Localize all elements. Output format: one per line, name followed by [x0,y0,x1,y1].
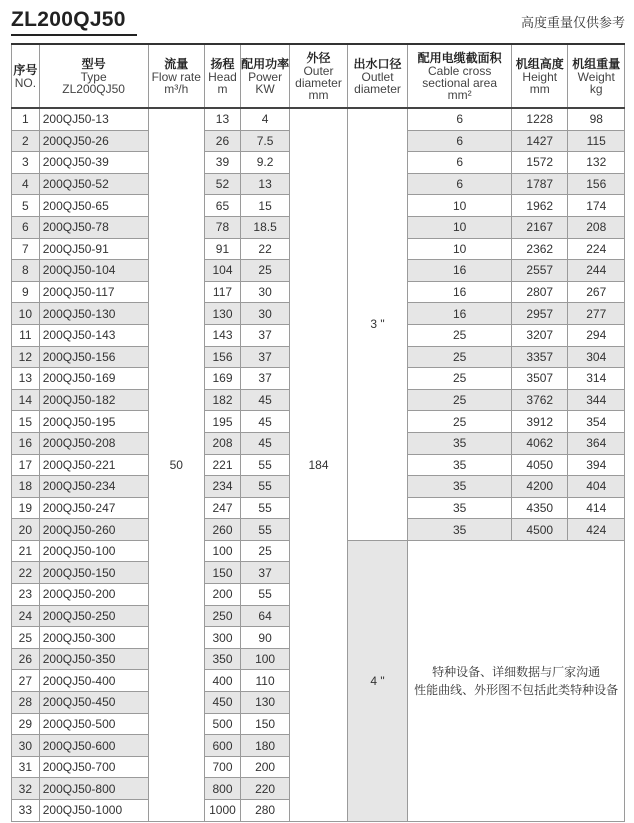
power-cell: 30 [240,281,289,303]
height-cell: 3912 [512,411,568,433]
height-cell: 2167 [512,216,568,238]
cable-cell: 6 [408,108,512,130]
head-cell: 600 [205,735,241,757]
cable-cell: 35 [408,497,512,519]
row-number: 24 [12,605,40,627]
row-number: 20 [12,519,40,541]
row-number: 29 [12,713,40,735]
head-cell: 78 [205,216,241,238]
head-cell: 260 [205,519,241,541]
row-number: 14 [12,389,40,411]
row-number: 8 [12,260,40,282]
power-cell: 37 [240,346,289,368]
model-cell: 200QJ50-150 [39,562,148,584]
head-cell: 247 [205,497,241,519]
header-cable: 配用电缆截面积 Cable cross sectional area mm² [408,44,512,108]
row-number: 18 [12,476,40,498]
power-cell: 9.2 [240,152,289,174]
power-cell: 37 [240,368,289,390]
power-cell: 110 [240,670,289,692]
weight-cell: 424 [568,519,625,541]
special-equipment-remark [408,540,625,821]
cable-cell: 16 [408,303,512,325]
head-cell: 500 [205,713,241,735]
header-height: 机组高度 Height mm [512,44,568,108]
power-cell: 280 [240,800,289,822]
row-number: 28 [12,692,40,714]
row-number: 6 [12,216,40,238]
weight-cell: 132 [568,152,625,174]
height-cell: 3762 [512,389,568,411]
power-cell: 55 [240,454,289,476]
cable-cell: 35 [408,476,512,498]
model-cell: 200QJ50-156 [39,346,148,368]
weight-cell: 277 [568,303,625,325]
reference-note: 高度重量仅供参考 [520,15,625,30]
head-cell: 221 [205,454,241,476]
height-cell: 4200 [512,476,568,498]
power-cell: 25 [240,260,289,282]
head-cell: 182 [205,389,241,411]
model-cell: 200QJ50-39 [39,152,148,174]
model-cell: 200QJ50-221 [39,454,148,476]
model-cell: 200QJ50-117 [39,281,148,303]
model-cell: 200QJ50-600 [39,735,148,757]
model-cell: 200QJ50-195 [39,411,148,433]
model-cell: 200QJ50-65 [39,195,148,217]
power-cell: 13 [240,173,289,195]
row-number: 16 [12,432,40,454]
height-cell: 2557 [512,260,568,282]
weight-cell: 294 [568,324,625,346]
power-cell: 55 [240,497,289,519]
head-cell: 91 [205,238,241,260]
power-cell: 37 [240,324,289,346]
weight-cell: 414 [568,497,625,519]
row-number: 13 [12,368,40,390]
power-cell: 45 [240,411,289,433]
remark-line: 特种设备、详细数据与厂家沟通 [432,664,601,679]
header-head: 扬程 Head m [205,44,241,108]
power-cell: 15 [240,195,289,217]
weight-cell: 244 [568,260,625,282]
height-cell: 4500 [512,519,568,541]
height-cell: 3207 [512,324,568,346]
model-cell: 200QJ50-300 [39,627,148,649]
power-cell: 220 [240,778,289,800]
weight-cell: 267 [568,281,625,303]
power-cell: 200 [240,756,289,778]
model-cell: 200QJ50-208 [39,432,148,454]
model-cell: 200QJ50-78 [39,216,148,238]
cable-cell: 25 [408,346,512,368]
height-cell: 2957 [512,303,568,325]
weight-cell: 174 [568,195,625,217]
header-row [12,44,625,108]
head-cell: 195 [205,411,241,433]
height-cell: 3357 [512,346,568,368]
weight-cell: 314 [568,368,625,390]
cable-cell: 10 [408,238,512,260]
head-cell: 39 [205,152,241,174]
row-number: 2 [12,130,40,152]
cable-cell: 16 [408,281,512,303]
head-cell: 800 [205,778,241,800]
power-cell: 7.5 [240,130,289,152]
model-cell: 200QJ50-26 [39,130,148,152]
head-cell: 700 [205,756,241,778]
model-cell: 200QJ50-100 [39,540,148,562]
row-number: 32 [12,778,40,800]
power-cell: 30 [240,303,289,325]
outer-diameter-cell: 184 [290,108,348,821]
cable-cell: 16 [408,260,512,282]
power-cell: 22 [240,238,289,260]
spec-table [11,43,625,822]
model-cell: 200QJ50-234 [39,476,148,498]
model-cell: 200QJ50-260 [39,519,148,541]
head-cell: 450 [205,692,241,714]
header-flow: 流量 Flow rate m³/h [148,44,204,108]
cable-cell: 6 [408,152,512,174]
height-cell: 1572 [512,152,568,174]
height-cell: 4350 [512,497,568,519]
table-row [12,108,625,130]
power-cell: 18.5 [240,216,289,238]
power-cell: 90 [240,627,289,649]
head-cell: 400 [205,670,241,692]
height-cell: 4062 [512,432,568,454]
cable-cell: 6 [408,130,512,152]
cable-cell: 25 [408,411,512,433]
row-number: 22 [12,562,40,584]
header-type: 型号 Type ZL200QJ50 [39,44,148,108]
weight-cell: 224 [568,238,625,260]
row-number: 10 [12,303,40,325]
header-no: 序号 NO. [12,44,40,108]
model-cell: 200QJ50-350 [39,648,148,670]
header-power: 配用功率 Power KW [240,44,289,108]
outlet-diameter-cell: 4 " [347,540,408,821]
model-cell: 200QJ50-500 [39,713,148,735]
header-weight: 机组重量 Weight kg [568,44,625,108]
cable-cell: 35 [408,519,512,541]
power-cell: 55 [240,476,289,498]
title-underline [11,34,137,36]
head-cell: 250 [205,605,241,627]
row-number: 33 [12,800,40,822]
height-cell: 1962 [512,195,568,217]
model-cell: 200QJ50-52 [39,173,148,195]
header-outer-diameter: 外径 Outer diameter mm [290,44,348,108]
model-cell: 200QJ50-800 [39,778,148,800]
weight-cell: 354 [568,411,625,433]
power-cell: 55 [240,519,289,541]
power-cell: 180 [240,735,289,757]
row-number: 25 [12,627,40,649]
row-number: 1 [12,108,40,130]
power-cell: 150 [240,713,289,735]
cable-cell: 35 [408,454,512,476]
model-cell: 200QJ50-400 [39,670,148,692]
head-cell: 117 [205,281,241,303]
outlet-diameter-cell: 3 " [347,108,408,540]
head-cell: 143 [205,324,241,346]
power-cell: 55 [240,584,289,606]
row-number: 12 [12,346,40,368]
model-cell: 200QJ50-130 [39,303,148,325]
power-cell: 100 [240,648,289,670]
row-number: 31 [12,756,40,778]
power-cell: 45 [240,432,289,454]
head-cell: 300 [205,627,241,649]
row-number: 21 [12,540,40,562]
power-cell: 25 [240,540,289,562]
cable-cell: 10 [408,216,512,238]
head-cell: 104 [205,260,241,282]
row-number: 19 [12,497,40,519]
cable-cell: 10 [408,195,512,217]
height-cell: 1427 [512,130,568,152]
row-number: 27 [12,670,40,692]
weight-cell: 344 [568,389,625,411]
height-cell: 1787 [512,173,568,195]
weight-cell: 156 [568,173,625,195]
head-cell: 200 [205,584,241,606]
model-cell: 200QJ50-1000 [39,800,148,822]
model-cell: 200QJ50-247 [39,497,148,519]
model-cell: 200QJ50-700 [39,756,148,778]
row-number: 4 [12,173,40,195]
weight-cell: 364 [568,432,625,454]
head-cell: 1000 [205,800,241,822]
row-number: 5 [12,195,40,217]
weight-cell: 304 [568,346,625,368]
power-cell: 130 [240,692,289,714]
row-number: 15 [12,411,40,433]
head-cell: 100 [205,540,241,562]
height-cell: 2362 [512,238,568,260]
weight-cell: 115 [568,130,625,152]
head-cell: 350 [205,648,241,670]
remark-line: 性能曲线、外形图不包括此类特种设备 [414,682,619,697]
head-cell: 150 [205,562,241,584]
cable-cell: 25 [408,368,512,390]
model-cell: 200QJ50-143 [39,324,148,346]
height-cell: 3507 [512,368,568,390]
model-cell: 200QJ50-169 [39,368,148,390]
head-cell: 130 [205,303,241,325]
row-number: 3 [12,152,40,174]
height-cell: 1228 [512,108,568,130]
head-cell: 52 [205,173,241,195]
power-cell: 64 [240,605,289,627]
cable-cell: 35 [408,432,512,454]
row-number: 26 [12,648,40,670]
model-cell: 200QJ50-450 [39,692,148,714]
cable-cell: 25 [408,324,512,346]
head-cell: 13 [205,108,241,130]
model-cell: 200QJ50-91 [39,238,148,260]
power-cell: 37 [240,562,289,584]
model-cell: 200QJ50-250 [39,605,148,627]
row-number: 11 [12,324,40,346]
cable-cell: 25 [408,389,512,411]
flow-rate-cell: 50 [148,108,204,821]
weight-cell: 208 [568,216,625,238]
head-cell: 234 [205,476,241,498]
row-number: 7 [12,238,40,260]
head-cell: 208 [205,432,241,454]
row-number: 30 [12,735,40,757]
model-cell: 200QJ50-182 [39,389,148,411]
row-number: 23 [12,584,40,606]
weight-cell: 98 [568,108,625,130]
height-cell: 4050 [512,454,568,476]
model-cell: 200QJ50-104 [39,260,148,282]
weight-cell: 404 [568,476,625,498]
height-cell: 2807 [512,281,568,303]
power-cell: 45 [240,389,289,411]
model-cell: 200QJ50-200 [39,584,148,606]
head-cell: 156 [205,346,241,368]
head-cell: 65 [205,195,241,217]
row-number: 9 [12,281,40,303]
document-title: ZL200QJ50 [11,8,126,31]
power-cell: 4 [240,108,289,130]
weight-cell: 394 [568,454,625,476]
header-outlet: 出水口径 Outlet diameter [347,44,408,108]
head-cell: 26 [205,130,241,152]
model-cell: 200QJ50-13 [39,108,148,130]
cable-cell: 6 [408,173,512,195]
row-number: 17 [12,454,40,476]
head-cell: 169 [205,368,241,390]
